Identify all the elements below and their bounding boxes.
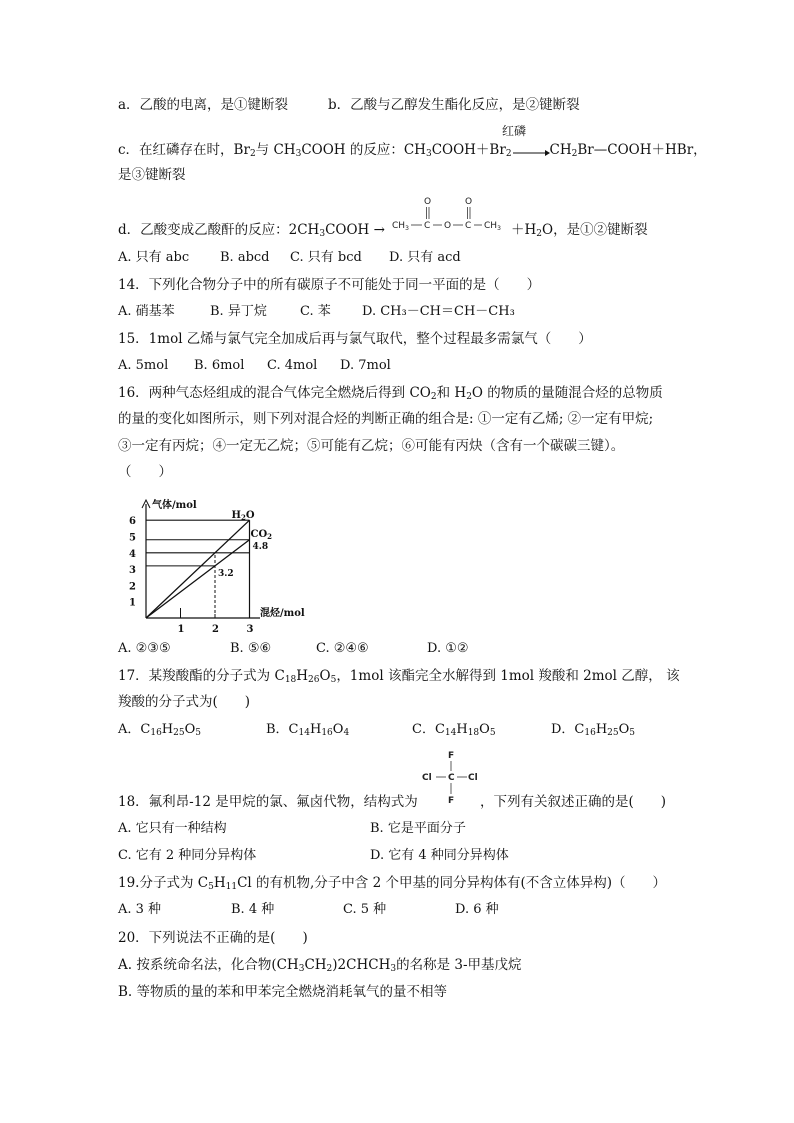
freon-cl-right: Cl [468,773,478,783]
q18-choice-b: B. 它是平面分子 [370,821,466,836]
x-tick-label-2: 2 [212,624,219,635]
q13-option-c-line2: 是③键断裂 [118,167,186,183]
q18-choice-c: C. 它有 2 种同分异构体 [118,848,257,863]
y-axis-label: 气体/mol [152,500,197,511]
acetic-anhydride-structure [388,190,510,236]
q16-stem-line2: 的量的变化如图所示，则下列对混合烃的判断正确的组合是: ①一定有乙烯; ②一定有甲烷; [118,411,654,427]
x-tick-label-3: 3 [246,624,254,635]
y-tick-label-1: 1 [129,597,136,609]
q13-choice-a: A. 只有 abc [118,250,190,265]
series-line-co2 [146,540,250,618]
series-label-co2: $CO_2$ [250,528,273,541]
q17-choice-a: A．$C_{16}H_{25}O_5$ [118,722,201,738]
q14-choice-c: C. 苯 [300,304,331,319]
q18-choice-a: A. 它只有一种结构 [118,821,227,836]
y-tick-label-4: 4 [129,548,136,560]
freon-f-bottom: F [448,796,455,806]
q16-choice-c: C. ②④⑥ [316,641,369,656]
y-tick-label-6: 6 [129,516,136,528]
q14-choice-a: A. 硝基苯 [118,304,175,319]
q17-choice-b: B．$C_{14}H_{16}O_4$ [266,722,350,738]
q19-stem: 19.分子式为 $C_5H_{11}Cl$ 的有机物,分子中含 2 个甲基的同分异构体有(不含立体异构)（ ） [118,875,666,892]
q13-option-d-tail: $+H_2O$，是①②键断裂 [511,222,648,239]
q19-choice-b: B. 4 种 [231,902,275,917]
freon-f-top: F [448,751,455,761]
annotation-4-8: 4.8 [252,541,269,552]
q13-option-b: b．乙酸与乙醇发生酯化反应，是②键断裂 [328,97,580,113]
q15-choice-c: C. 4mol [267,358,318,373]
q15-choice-d: D. 7mol [340,358,391,373]
anh-c-right: C [465,221,472,231]
y-tick-label-2: 2 [129,581,136,593]
q18-stem-tail: ，下列有关叙述正确的是( ) [480,794,667,810]
q15-choice-a: A. 5mol [118,358,169,373]
q17-choice-d: D．$C_{16}H_{25}O_5$ [551,722,636,738]
q13-option-d: d．乙酸变成乙酸酐的反应：$2CH_3COOH$ → [118,222,385,239]
anh-o-top-right: O [465,197,473,207]
q16-stem-line1: 16．两种气态烃组成的混合气体完全燃烧后得到 $CO_2$和 $H_2O$ 的物质的量随混合烃的总物质 [118,385,663,402]
q15-choice-b: B. 6mol [194,358,245,373]
q13-option-a: a．乙酸的电离，是①键断裂 [118,97,289,113]
x-axis-label: 混烃/mol [260,608,305,619]
q16-choice-d: D. ①② [427,641,469,656]
anh-o-bridge: O [444,221,452,231]
q16-stem-line4: （ ） [118,464,172,480]
q16-choice-a: A. ②③⑤ [118,641,171,656]
anh-o-top-left: O [424,197,432,207]
annotation-3-2: 3.2 [218,568,234,579]
y-tick-label-5: 5 [129,532,136,544]
anh-ch3-right: $CH_3$ [484,221,501,232]
freon-cl-left: Cl [422,773,432,783]
q17-choice-c: C．$C_{14}H_{18}O_5$ [412,722,496,738]
q13-choice-b: B. abcd [220,250,270,265]
series-label-h2o: $H_2O$ [231,510,255,523]
reaction-arrow [512,144,550,154]
q18-choice-d: D. 它有 4 种同分异构体 [370,848,509,863]
q13-option-c: c．在红磷存在时，$Br_2$与 $CH_3COOH$ 的反应：$CH_3COOH+Br_2$ $CH_2Br—COOH+HBr$， [118,142,707,159]
q13-choice-d: D. 只有 acd [389,250,461,265]
q16-stem-line3: ③一定有丙烷；④一定无乙烷；⑤可能有乙烷；⑥可能有丙炔（含有一个碳碳三键）。 [118,438,625,454]
q19-choice-c: C. 5 种 [343,902,387,917]
q20-choice-a: A. 按系统命名法，化合物$(CH_3CH_2)2CHCH_3$的名称是 3-甲基戊烷 [118,957,522,974]
anh-ch3-left: $CH_3$ [392,221,409,232]
freon-12-structure [418,746,486,808]
y-tick-label-3: 3 [129,565,136,577]
anh-c-left: C [424,221,431,231]
q14-stem: 14．下列化合物分子中的所有碳原子不可能处于同一平面的是（ ） [118,277,541,293]
q19-choice-d: D. 6 种 [455,902,499,917]
x-tick-label-1: 1 [177,624,185,635]
series-line-h2o [146,520,250,618]
q18-stem: 18．氟利昂-12 是甲烷的氯、氟卤代物，结构式为 [118,794,418,810]
q16-choice-b: B. ⑤⑥ [230,641,272,656]
q14-choice-d: D. CH₃－CH＝CH－CH₃ [362,304,515,319]
gas-amount-chart [112,494,332,635]
q20-choice-b: B. 等物质的量的苯和甲苯完全燃烧消耗氧气的量不相等 [118,984,448,1000]
q17-stem-line1: 17．某羧酸酯的分子式为 $C_{18}H_{26}O_5$，1mol 该酯完全水解得到 1mol 羧酸和 2mol 乙醇， 该 [118,668,680,685]
q15-stem: 15．1mol 乙烯与氯气完全加成后再与氯气取代，整个过程最多需氯气（ ） [118,331,592,347]
q13-catalyst-label: 红磷 [502,124,527,138]
q13-choice-c: C. 只有 bcd [290,250,362,265]
freon-c-center: C [448,773,455,783]
q17-stem-line2: 羧酸的分子式为( ) [118,694,251,710]
q20-stem: 20．下列说法不正确的是( ) [118,930,308,946]
q14-choice-b: B. 异丁烷 [210,304,267,319]
q19-choice-a: A. 3 种 [118,902,162,917]
